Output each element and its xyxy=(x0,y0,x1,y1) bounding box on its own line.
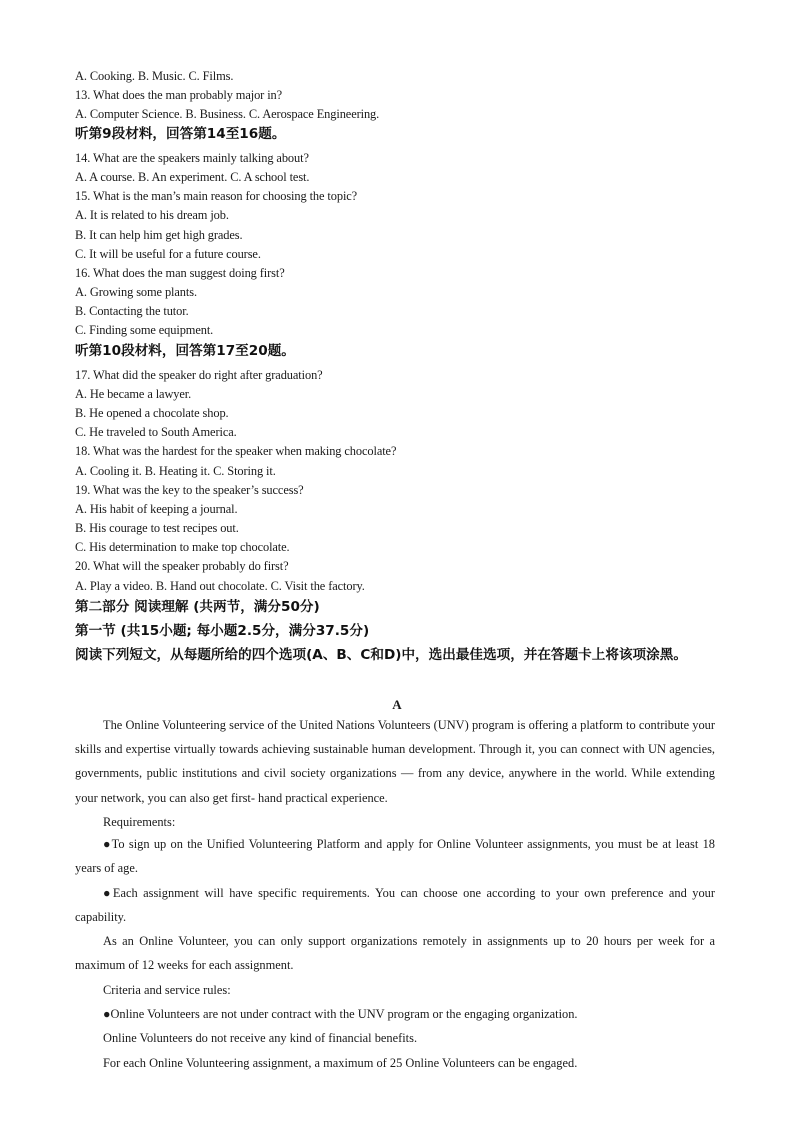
q15-option-b: B. It can help him get high grades. xyxy=(75,228,243,242)
q18-options: A. Cooling it. B. Heating it. C. Storing it. xyxy=(75,464,276,478)
requirement-item-2: ●Each assignment will have specific requirements. You can choose one according to your own preference and your capability. xyxy=(75,886,715,925)
q19-option-c: C. His determination to make top chocolate. xyxy=(75,540,290,554)
q19-question: 19. What was the key to the speaker’s success? xyxy=(75,483,304,497)
criteria-label: Criteria and service rules: xyxy=(103,983,231,997)
section10-heading: 听第10段材料，回答第17至20题。 xyxy=(75,343,295,359)
q17-option-c: C. He traveled to South America. xyxy=(75,425,237,439)
q15-option-a: A. It is related to his dream job. xyxy=(75,208,229,222)
q14-options: A. A course. B. An experiment. C. A school test. xyxy=(75,170,310,184)
q18-question: 18. What was the hardest for the speaker when making chocolate? xyxy=(75,444,397,458)
q16-question: 16. What does the man suggest doing first? xyxy=(75,266,285,280)
service-rule-2: Online Volunteers do not receive any kind of financial benefits. xyxy=(103,1031,418,1045)
q17-question: 17. What did the speaker do right after graduation? xyxy=(75,368,323,382)
q16-option-a: A. Growing some plants. xyxy=(75,285,197,299)
q19-option-a: A. His habit of keeping a journal. xyxy=(75,502,238,516)
q15-question: 15. What is the man’s main reason for choosing the topic? xyxy=(75,189,358,203)
q16-option-b: B. Contacting the tutor. xyxy=(75,304,189,318)
service-rule-1: ●Online Volunteers are not under contract with the UNV program or the engaging organization. xyxy=(103,1007,578,1021)
section1-heading: 第一节 (共15小题; 每小题2.5分，满分37.5分) xyxy=(75,623,370,639)
passage-title: A xyxy=(392,697,402,712)
q19-option-b: B. His courage to test recipes out. xyxy=(75,521,239,535)
q20-options: A. Play a video. B. Hand out chocolate. C. Visit the factory. xyxy=(75,579,365,593)
q13-options: A. Computer Science. B. Business. C. Aerospace Engineering. xyxy=(75,107,380,121)
passage-paragraph-2: As an Online Volunteer, you can only support organizations remotely in assignments up to 20 hours per week for a maximum of 12 weeks for each assignment. xyxy=(75,934,715,973)
q14-question: 14. What are the speakers mainly talking about? xyxy=(75,151,309,165)
requirement-item-1: ●To sign up on the Unified Volunteering Platform and apply for Online Volunteer assignments, you must be at least 18 years of age. xyxy=(75,837,715,876)
q17-option-b: B. He opened a chocolate shop. xyxy=(75,406,229,420)
reading-instruction: 阅读下列短文，从每题所给的四个选项(A、B、C和D)中，选出最佳选项，并在答题卡上将该项涂黑。 xyxy=(75,647,687,663)
section9-heading: 听第9段材料，回答第14至16题。 xyxy=(75,126,286,142)
passage-paragraph-1: The Online Volunteering service of the United Nations Volunteers (UNV) program is offering a platform to contribute your skills and expertise virtually towards achieving sustainable human development. Through it, you can connect with UN agencies, governments, public institutions and civil society organizations — from any device, anywhere in the world. While extending your network, you can also get first- hand practical experience. xyxy=(75,718,715,805)
q16-option-c: C. Finding some equipment. xyxy=(75,323,214,337)
q13-question: 13. What does the man probably major in? xyxy=(75,88,283,102)
q12-options: A. Cooking. B. Music. C. Films. xyxy=(75,69,234,83)
q20-question: 20. What will the speaker probably do first? xyxy=(75,559,289,573)
q15-option-c: C. It will be useful for a future course. xyxy=(75,247,261,261)
service-rule-3: For each Online Volunteering assignment, a maximum of 25 Online Volunteers can be engaged. xyxy=(103,1056,578,1070)
q17-option-a: A. He became a lawyer. xyxy=(75,387,192,401)
requirements-label: Requirements: xyxy=(103,815,176,829)
part2-heading: 第二部分 阅读理解 (共两节，满分50分) xyxy=(75,599,320,615)
